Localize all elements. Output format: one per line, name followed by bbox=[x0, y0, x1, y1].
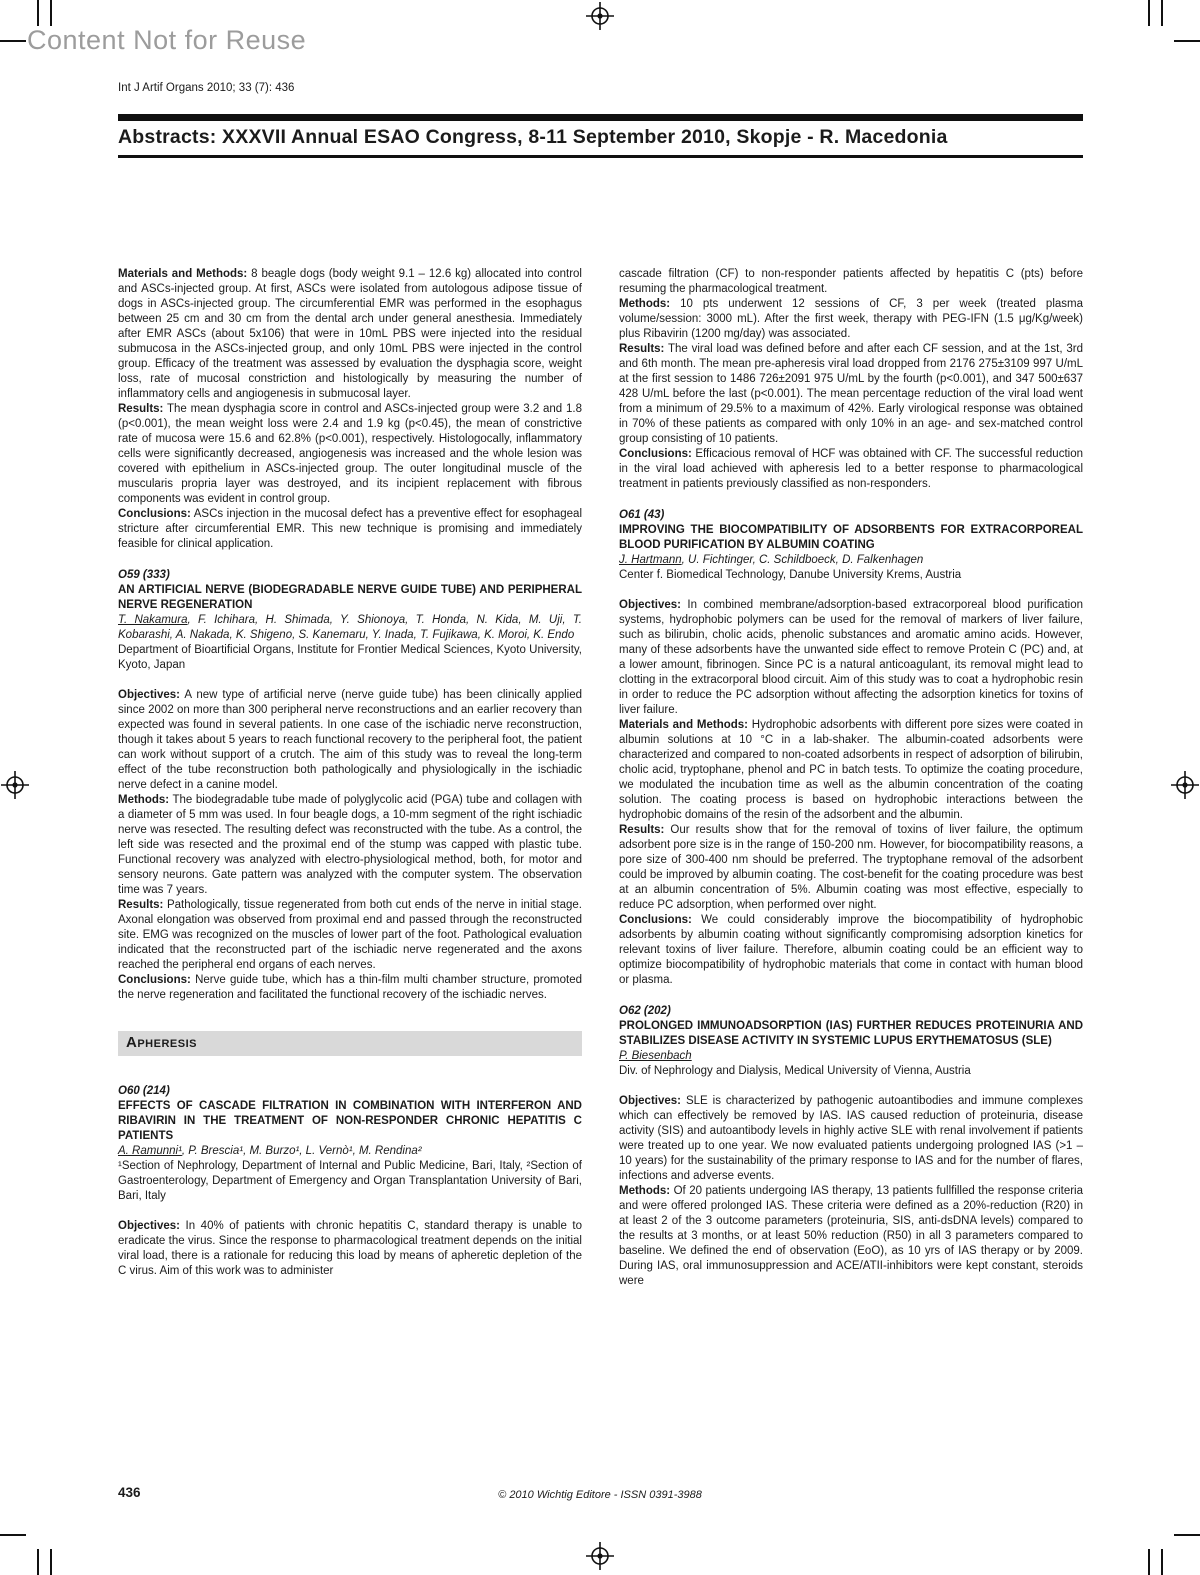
abstract-paragraph: Conclusions: Efficacious removal of HCF was obtained with CF. The successful reduction in the viral load achieved with apheresis led to a better response to pharmacological treatment in patients previously classified as non-responders. bbox=[619, 448, 1083, 490]
crop-mark bbox=[1174, 40, 1200, 42]
abstract-title: EFFECTS OF CASCADE FILTRATION IN COMBINATION WITH INTERFERON AND RIBAVIRIN IN THE TREATMENT OF NON-RESPONDER CHRONIC HEPATITIS C PATIENTS bbox=[118, 1100, 582, 1142]
abstract-code: O59 (333) bbox=[118, 569, 170, 581]
abstract-paragraph: Objectives: SLE is characterized by pathogenic autoantibodies and immune complexes which can effectively be removed by IAS. IAS caused reduction of proteinuria, disease activity (SIS) and autoantibody levels in highly active SLE with renal involvement if patients were treated up to one year. We now evaluated patients undergoing prologned IAS (>1 – 10 years) for the sustainability of the primary response to IAS and for the number of flares, infections and adverse events. bbox=[619, 1095, 1083, 1182]
registration-mark bbox=[586, 2, 614, 30]
crop-mark bbox=[50, 0, 52, 26]
abstract-affiliation: Center f. Biomedical Technology, Danube University Krems, Austria bbox=[619, 569, 962, 581]
watermark: Content Not for Reuse bbox=[27, 25, 307, 55]
journal-reference: Int J Artif Organs 2010; 33 (7): 436 bbox=[118, 82, 295, 94]
abstract-paragraph: Methods: Of 20 patients undergoing IAS therapy, 13 patients fullfilled the response criteria and were offered prolonged IAS. These criteria were defined as a 20%-reduction (R20) in at least 2 of the 3 outcome parameters (proteinuria, SIS, anti-dsDNA levels) compared to the results at 3 months, or at least 50% reduction (R50) in all 3 parameters compared to baseline. We defined the end of observation (EoO), as 10 yrs of IAS therapy or by 2009. During IAS, oral immunosuppression and ACE/ATII-inhibitors were kept constant, steroids were bbox=[619, 1185, 1083, 1287]
abstract-code: O60 (214) bbox=[118, 1085, 170, 1097]
paragraph-label: Methods: bbox=[619, 1185, 671, 1197]
page-number: 436 bbox=[118, 1485, 141, 1500]
crop-mark bbox=[1161, 0, 1163, 26]
first-author: A. Ramunni¹ bbox=[118, 1145, 182, 1157]
right-column bbox=[619, 267, 1083, 1289]
abstract-code: O62 (202) bbox=[619, 1005, 671, 1017]
header-rule-top bbox=[118, 114, 1083, 121]
abstract-affiliation: ¹Section of Nephrology, Department of Internal and Public Medicine, Bari, Italy, ²Section of Gastroenterology, Department of Emergency and Organ Transplantation University of Bari, Bari, Italy bbox=[118, 1160, 582, 1202]
paragraph-label: Results: bbox=[619, 343, 665, 355]
crop-mark bbox=[1148, 0, 1150, 26]
abstract-paragraph: Objectives: In 40% of patients with chronic hepatitis C, standard therapy is unable to eradicate the virus. Since the response to pharmacological treatment depends on the initial viral load, there is a rationale for reducing this load by means of apheretic depletion of the C virus. Aim of this work was to administer bbox=[118, 1220, 582, 1277]
paragraph-label: Results: bbox=[619, 824, 665, 836]
abstract-code: O61 (43) bbox=[619, 509, 665, 521]
first-author: T. Nakamura bbox=[118, 614, 188, 626]
paragraph-label: Objectives: bbox=[619, 599, 681, 611]
abstract-paragraph: Results: The mean dysphagia score in control and ASCs-injected group were 3.2 and 1.8 (p<0.001), the mean weight loss were 2.4 and 1.9 kg (p<0.45), the mean of constrictive rate of mucosa were 15.6 and 62.8% (p<0.001), respectively. Histologocally, inflammatory cells were significantly decreased, angiogenesis was increased and the whole lesion was covered with epithelium in ASCs-injected group. The outer longitudinal muscle of the muscularis propria layer was destroyed, and its incipient replacement with fibrous components was evident in control group. bbox=[118, 403, 582, 505]
crop-mark bbox=[37, 0, 39, 26]
paragraph-label: Materials and Methods: bbox=[118, 268, 248, 280]
header-rule-bottom bbox=[118, 155, 1083, 158]
paragraph-label: Materials and Methods: bbox=[619, 719, 748, 731]
crop-mark bbox=[50, 1549, 52, 1575]
abstract-authors: A. Ramunni¹, P. Brescia¹, M. Burzo¹, L. Vernò¹, M. Rendina² bbox=[118, 1145, 422, 1157]
paragraph-label: Conclusions: bbox=[619, 914, 692, 926]
crop-mark bbox=[1174, 1534, 1200, 1536]
abstract-paragraph: Results: Pathologically, tissue regenerated from both cut ends of the nerve in initial stage. Axonal elongation was observed from proximal end and passed through the reconstructed site. EMG was recognized on the muscles of lower part of the foot. Pathological evaluation indicated that the reconstructed part of the ischiadic nerve regenerated and the axons reached the peripheral end organs of each nerves. bbox=[118, 899, 582, 971]
abstract-paragraph: Materials and Methods: Hydrophobic adsorbents with different pore sizes were coated in albumin solutions at 10 °C in a lab-shaker. The albumin-coated adsorbents were characterized and compared to non-coated adsorbents in respect of adsorption of bilirubin, cholic acid, tryptophane, phenol and PC in batch tests. To optimize the coating procedure, we modulated the incubation time as well as the albumin concentration of the coating solution. The coating process is based on hydrophobic interactions between the hydrophobic domains of the resin of the adsorbent and the albumin. bbox=[619, 719, 1083, 821]
crop-mark bbox=[37, 1549, 39, 1575]
paragraph-label: Results: bbox=[118, 899, 164, 911]
paragraph-label: Methods: bbox=[118, 794, 170, 806]
registration-mark bbox=[1171, 771, 1199, 799]
abstract-title: AN ARTIFICIAL NERVE (BIODEGRADABLE NERVE GUIDE TUBE) AND PERIPHERAL NERVE REGENERATION bbox=[118, 584, 582, 611]
crop-mark bbox=[0, 1534, 26, 1536]
abstract-paragraph: Materials and Methods: 8 beagle dogs (body weight 9.1 – 12.6 kg) allocated into control and ASCs-injected group. At first, ASCs were isolated from autologous adipose tissue of dogs in ASCs-injected group. The circumferential EMR was performed in the esophagus between 25 cm and 30 cm from the dental arch under general anesthesia. Immediately after EMR ASCs (about 5x106) that were in 10mL PBS were injected into the residual submucosa in the ASCs-injected group, and only 10mL PBS were injected in the control group. Efficacy of the treatment was assessed by evaluation the dysphagia score, weight loss, rate of mucosal constriction and histologically by measuring the number of inflammatory cells and angiogenesis in submucosal layer. bbox=[118, 268, 582, 400]
abstract-affiliation: Department of Bioartificial Organs, Institute for Frontier Medical Sciences, Kyoto University, Kyoto, Japan bbox=[118, 644, 582, 671]
abstract-paragraph: Methods: The biodegradable tube made of polyglycolic acid (PGA) tube and collagen with a diameter of 5 mm was used. In four beagle dogs, a 10-mm segment of the right ischiadic nerve was resected. The resulting defect was reconstructed with the tube. As a control, the left side was resected and the proximal end of the stump was capped with plastic tube. Functional recovery was analyzed with electro-physiological method, both, for motor and sensory neurons. Gate pattern was analyzed with the computer system. The observation time was 7 years. bbox=[118, 794, 582, 896]
paragraph-label: Conclusions: bbox=[619, 448, 692, 460]
crop-mark bbox=[1161, 1549, 1163, 1575]
abstract-paragraph: Objectives: A new type of artificial nerve (nerve guide tube) has been clinically applied since 2002 on more than 300 peripheral nerve reconstructions and an earlier recovery than expected was found in several patients. In one case of the ischiadic nerve reconstruction, though it takes about 5 years to reach functional recovery to the peripheral foot, the patient can work without support of a crutch. The aim of this study was to reveal the long-term effect of the tube reconstruction both pathologically and physiologically in the ischiadic nerve defect in a canine model. bbox=[118, 689, 582, 791]
abstract-title: PROLONGED IMMUNOADSORPTION (IAS) FURTHER REDUCES PROTEINURIA AND STABILIZES DISEASE ACTIVITY IN SYSTEMIC LUPUS ERYTHEMATOSUS (SLE) bbox=[619, 1020, 1083, 1047]
abstract-affiliation: Div. of Nephrology and Dialysis, Medical University of Vienna, Austria bbox=[619, 1065, 971, 1077]
section-heading: Apheresis bbox=[118, 1031, 582, 1056]
crop-mark bbox=[1148, 1549, 1150, 1575]
abstract-authors: J. Hartmann, U. Fichtinger, C. Schildboeck, D. Falkenhagen bbox=[619, 554, 924, 566]
abstract-paragraph: cascade filtration (CF) to non-responder patients affected by hepatitis C (pts) before resuming the pharmacological treatment. bbox=[619, 268, 1083, 295]
abstract-authors: T. Nakamura, F. Ichihara, H. Shimada, Y. Shionoya, T. Honda, N. Kida, M. Uji, T. Kobarashi, A. Nakada, K. Shigeno, S. Kanemaru, Y. Inada, T. Fujikawa, K. Moroi, K. Endo bbox=[118, 614, 583, 641]
first-author: P. Biesenbach bbox=[619, 1050, 692, 1062]
paragraph-label: Results: bbox=[118, 403, 164, 415]
paragraph-label: Methods: bbox=[619, 298, 671, 310]
paragraph-label: Objectives: bbox=[118, 1220, 180, 1232]
crop-mark bbox=[0, 40, 26, 42]
paragraph-label: Objectives: bbox=[619, 1095, 681, 1107]
abstract-title: IMPROVING THE BIOCOMPATIBILITY OF ADSORBENTS FOR EXTRACORPOREAL BLOOD PURIFICATION BY ALBUMIN COATING bbox=[619, 524, 1083, 551]
left-column bbox=[118, 267, 582, 1289]
paragraph-label: Conclusions: bbox=[118, 974, 191, 986]
abstract-paragraph: Conclusions: ASCs injection in the mucosal defect has a preventive effect for esophageal stricture after circumferential EMR. This new technique is promising and immediately feasible for clinical application. bbox=[118, 508, 582, 550]
abstract-paragraph: Methods: 10 pts underwent 12 sessions of CF, 3 per week (treated plasma volume/session: 3000 mL). After the first week, therapy with PEG-IFN (1.5 μg/Kg/week) plus Ribavirin (1200 mg/day) was associated. bbox=[619, 298, 1083, 340]
registration-mark bbox=[586, 1542, 614, 1570]
registration-mark bbox=[1, 771, 29, 799]
abstract-paragraph: Conclusions: We could considerably improve the biocompatibility of hydrophobic adsorbents by albumin coating without significantly compromising adsorption kinetics for relevant toxins of liver failure. Therefore, albumin coating could be an efficient way to optimize biocompatibility of hydrophobic materials that come in contact with human blood or plasma. bbox=[619, 914, 1083, 986]
copyright: © 2010 Wichtig Editore - ISSN 0391-3988 bbox=[498, 1489, 702, 1501]
abstract-paragraph: Conclusions: Nerve guide tube, which has a thin-film multi chamber structure, promoted the nerve regeneration and facilitated the functional recovery of the ischiadic nerves. bbox=[118, 974, 582, 1001]
abstracts-body bbox=[118, 267, 1083, 1289]
abstract-paragraph: Objectives: In combined membrane/adsorption-based extracorporeal blood purification systems, hydrophobic polymers can be used for the removal of markers of liver failure, such as bilirubin, cholic acids, phenolic substances and aromatic amino acids. However, many of these adsorbents have the unwanted side effect to remove Protein C (PC) and, at a lower amount, fibrinogen. Since PC is a natural anticoagulant, its removal might lead to clotting in the extracorporal blood circuit. Aim of this study was to coat a hydrophobic resin in order to reduce the PC adsorption without affecting the adsorption kinetics for toxins of liver failure. bbox=[619, 599, 1083, 716]
abstract-paragraph: Results: The viral load was defined before and after each CF session, and at the 1st, 3rd and 6th month. The mean pre-apheresis viral load dropped from 2176 275±3109 997 U/mL at the first session to 1486 726±2091 975 U/mL by the fourth (p<0.001), and 347 500±637 428 U/mL before the last (p<0.001). The mean percentage reduction of the viral load went from a minimum of 29.5% to a maximum of 42%. Early virological response was obtained in 70% of these patients as compared with only 10% in an age- and sex-matched control group consisting of 10 patients. bbox=[619, 343, 1083, 445]
abstract-paragraph: Results: Our results show that for the removal of toxins of liver failure, the optimum adsorbent pore size is in the range of 150-200 nm. However, for biocompatibility reasons, a pore size of 300-400 nm should be preferred. The tryptophane removal of the adsorbent could be improved by albumin coating. The cost-benefit for the coating procedure was best at an albumin concentration of 5%. Albumin coating was most effective, especially to reduce PC adsorption, when performed over night. bbox=[619, 824, 1083, 911]
paragraph-label: Conclusions: bbox=[118, 508, 191, 520]
paragraph-label: Objectives: bbox=[118, 689, 180, 701]
first-author: J. Hartmann bbox=[619, 554, 682, 566]
page-title: Abstracts: XXXVII Annual ESAO Congress, 8-11 September 2010, Skopje - R. Macedonia bbox=[118, 126, 948, 148]
abstract-authors bbox=[619, 1049, 1083, 1064]
